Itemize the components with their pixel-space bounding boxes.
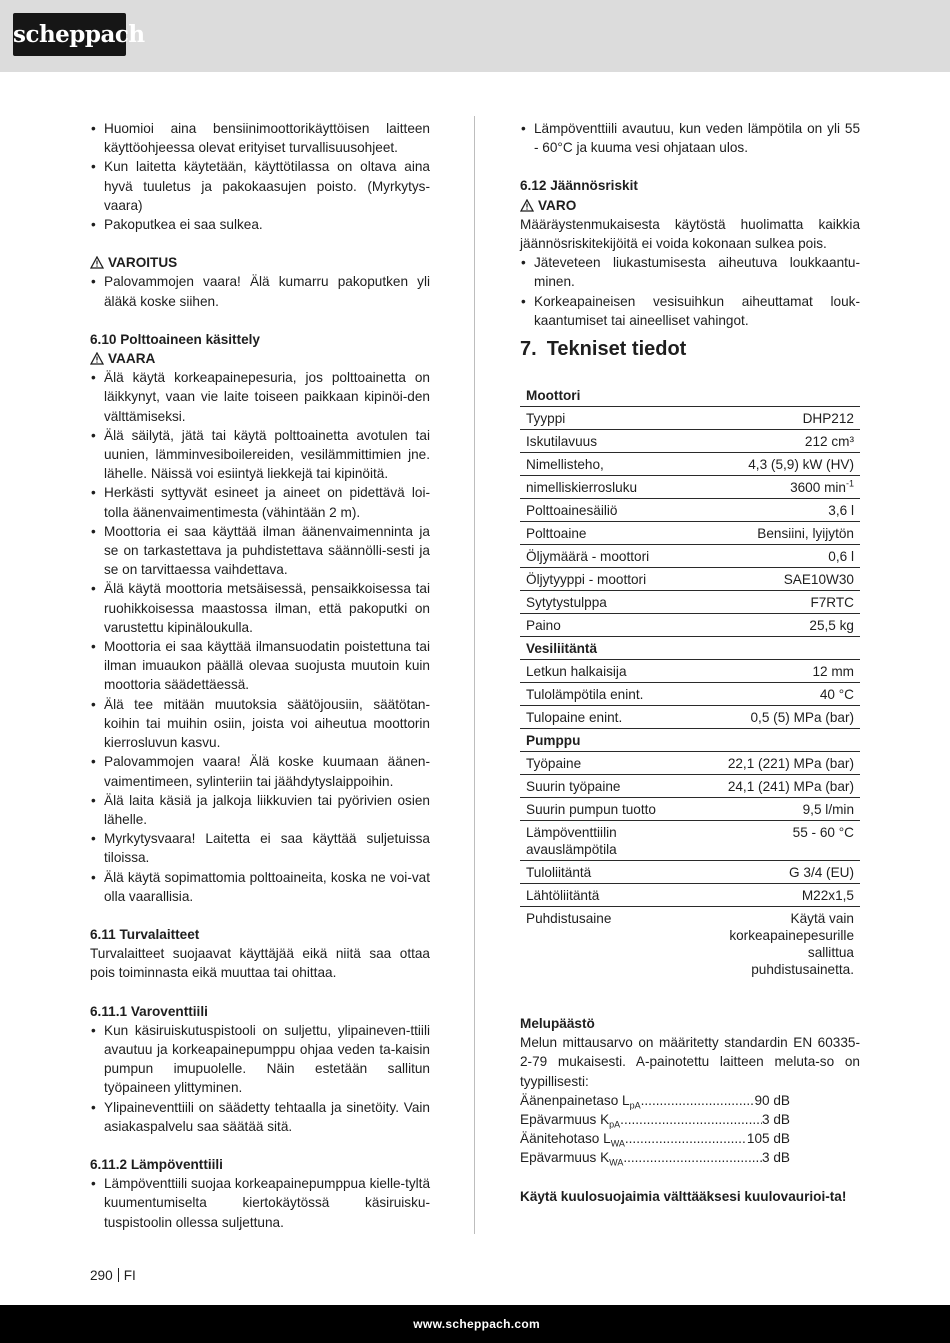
right-column (520, 119, 860, 1206)
spec-value: 0,6 l (828, 549, 854, 565)
list-item: • Ylipaineventtiili on säädetty tehtaalla ja sinetöity. Vain asiakaspalvelu saa säätää sitä. (90, 1098, 430, 1136)
spec-value: 40 °C (819, 687, 854, 703)
warning-triangle-icon (90, 352, 104, 365)
residual-risk-list (520, 253, 860, 330)
table-row (520, 775, 860, 798)
noise-title: Melupäästö (520, 1016, 595, 1032)
spec-value: 55 - 60 °C (792, 825, 854, 841)
section-text-6-11: Turvalaitteet suojaavat käyttäjää eikä niitä saa ottaa pois toiminnasta eikä muuttaa tai ohittaa. (90, 946, 430, 981)
footer-bar (0, 1305, 950, 1343)
group-label: Vesiliitäntä (526, 641, 598, 657)
list-item: • Palovammojen vaara! Älä koske kuumaan äänen-vaimentimeen, sylinteriin tai jäähdytyslaippoihin. (90, 752, 430, 790)
list-item: • Kun käsiruiskutuspistooli on suljettu, ylipaineven-ttiili avautuu ja korkeapainepumppu ohjaa veden ta-kaisin pumpun imupuolelle. Näin estetään sallitun työpaineen ylittyminen. (90, 1021, 430, 1098)
noise-text: Melun mittausarvo on määritetty standardin EN 60335-2-79 mukaisesti. A-painotettu laitteen meluta-so on tyypillisesti: (520, 1035, 860, 1089)
spec-key: Letkun halkaisija (526, 664, 627, 680)
intro-list (90, 119, 430, 234)
table-row (520, 591, 860, 614)
warning-triangle-icon (90, 256, 104, 269)
spec-value: 24,1 (241) MPa (bar) (727, 779, 854, 795)
spec-value: DHP212 (802, 411, 854, 427)
spec-key: Lämpöventtiilin avauslämpötila (526, 825, 617, 858)
list-item: • Huomioi aina bensiinimoottorikäyttöisen laitteen käyttöohjeessa olevat erityiset turvallisuusohjeet. (90, 119, 430, 157)
scheppach-logo: scheppach (13, 13, 126, 56)
spec-key: Tulopaine enint. (526, 710, 623, 726)
table-row (520, 522, 860, 545)
danger-heading (90, 349, 430, 368)
table-row (520, 453, 860, 476)
spec-key: Nimellisteho, (526, 457, 604, 473)
list-item: • Älä käytä sopimattomia polttoaineita, koska ne voi-vat olla vaarallisia. (90, 868, 430, 906)
spec-key: nimelliskierrosluku (526, 480, 638, 496)
spec-value: G 3/4 (EU) (789, 865, 854, 881)
spec-key: Iskutilavuus (526, 434, 598, 450)
spec-key: Tuloliitäntä (526, 865, 592, 881)
table-row (520, 861, 860, 884)
spec-value: 3,6 l (828, 503, 854, 519)
spec-key: Polttoainesäiliö (526, 503, 618, 519)
spec-key: Öljytyyppi - moottori (526, 572, 647, 588)
table-row (520, 706, 860, 729)
noise-row: Epävarmuus $K_{pA}$ ..... 3 dB (520, 1110, 790, 1129)
spec-value: 22,1 (221) MPa (bar) (727, 756, 854, 772)
spec-value: SAE10W30 (783, 572, 854, 588)
spec-key: Työpaine (526, 756, 582, 772)
list-item: • Myrkytysvaara! Laitetta ei saa käyttää suljetuissa tiloissa. (90, 829, 430, 867)
section-title-6-11-1: 6.11.1 Varoventtiili (90, 1003, 208, 1019)
warning-label: VAROITUS (108, 255, 178, 271)
danger-label: VAARA (108, 351, 156, 367)
spec-key: Suurin työpaine (526, 779, 621, 795)
column-divider (474, 116, 475, 1234)
header-bar (0, 0, 950, 72)
list-item: • Älä käytä korkeapainepesuria, jos polttoainetta on läikkynyt, vaan vie laite toiseen paikkaan kipinöi-den välttämiseksi. (90, 368, 430, 426)
spec-key: Tulolämpötila enint. (526, 687, 644, 703)
spec-key: Lähtöliitäntä (526, 888, 600, 904)
chapter-title-text: Tekniset tiedot (546, 338, 687, 361)
danger-list (90, 368, 430, 906)
spec-value: F7RTC (810, 595, 854, 611)
page-number (90, 1266, 136, 1285)
spec-key: Öljymäärä - moottori (526, 549, 650, 565)
table-row (520, 660, 860, 683)
list-item: • Älä käytä moottoria metsäisessä, pensaikkoisessa tai ruohikkoisessa maastossa ilman, että pakoputki on varustettu kipinäloukulla. (90, 579, 430, 637)
page-language: FI (123, 1268, 136, 1283)
table-row (520, 499, 860, 522)
list-item: • Lämpöventtiili avautuu, kun veden lämpötila on yli 55 - 60°C ja kuuma vesi ohjataan ulos. (520, 119, 860, 157)
spec-value: 4,3 (5,9) kW (HV) (748, 457, 854, 473)
thermal-valve-continued-list (520, 119, 860, 157)
warning-triangle-icon (520, 199, 534, 212)
thermal-valve-list (90, 1174, 430, 1232)
table-row (520, 821, 860, 861)
table-row (520, 907, 860, 981)
table-row (520, 752, 860, 775)
spec-value: Käytä vain korkeapainepesurille sallittua puhdistusainetta. (729, 911, 854, 978)
list-item: • Älä säilytä, jätä tai käytä polttoainetta avotulen tai uunien, lämminvesiboilereiden, vesilämmittimien jne. lähelle. Näissä voi esiintyä liekkejä tai kipinöitä. (90, 426, 430, 484)
list-item: • Moottoria ei saa käyttää ilmansuodatin poistettuna tai ilman imuaukon päällä olevaa suojusta muutoin kuin moottoria säädettäessä. (90, 637, 430, 695)
table-group-row (520, 384, 860, 407)
list-item: • Herkästi syttyvät esineet ja aineet on pidettävä loi-tolla äänenvaimentimesta (vähintään 2 m). (90, 483, 430, 521)
spec-value: 25,5 kg (809, 618, 854, 634)
spec-key: Sytytystulppa (526, 595, 607, 611)
spec-key: Suurin pumpun tuotto (526, 802, 656, 818)
spec-value: 9,5 l/min (802, 802, 854, 818)
spec-value: Bensiini, lyijytön (757, 526, 854, 542)
warning-list (90, 272, 430, 310)
table-group-row (520, 729, 860, 752)
list-item: • Älä laita käsiä ja jalkoja liikkuvien tai pyörivien osien lähelle. (90, 791, 430, 829)
technical-data-table (520, 384, 860, 980)
chapter-title (520, 336, 860, 362)
spec-value: 12 mm (812, 664, 854, 680)
list-item: • Lämpöventtiili suojaa korkeapainepumppua kielle-tyltä kuumentumiselta kiertokäytössä käsiruisku-tuspistoolin ollessa suljettuna. (90, 1174, 430, 1232)
section-title-6-11-2: 6.11.2 Lämpöventtiili (90, 1156, 223, 1172)
noise-values (520, 1091, 790, 1168)
section-text-6-12: Määräystenmukaisesta käytöstä huolimatta kaikkia jäännösriskitekijöitä ei voida kokonaan sulkea pois. (520, 216, 860, 252)
spec-key: Puhdistusaine (526, 911, 612, 927)
noise-row: Äänitehotaso $L_{WA}$ ..... 105 dB (520, 1129, 790, 1148)
list-item: • Palovammojen vaara! Älä kumarru pakoputken yli äläkä koske siihen. (90, 272, 430, 310)
list-item: • Moottoria ei saa käyttää ilman äänenvaimenninta ja se on tarkastettava ja puhdistettava säännölli-sesti ja se on tarvittaessa vaihdettava. (90, 522, 430, 580)
relief-valve-list (90, 1021, 430, 1136)
hearing-protection-warning: Käytä kuulosuojaimia välttääksesi kuulovaurioi-ta! (520, 1188, 847, 1204)
spec-key: Paino (526, 618, 561, 634)
section-title-6-10: 6.10 Polttoaineen käsittely (90, 331, 260, 347)
page-number-separator (118, 1268, 119, 1282)
table-row (520, 545, 860, 568)
group-label: Moottori (526, 388, 581, 404)
chapter-number: 7. (520, 338, 537, 361)
table-group-row (520, 637, 860, 660)
list-item: • Jäteveteen liukastumisesta aiheutuva loukkaantu-minen. (520, 253, 860, 291)
spec-key: Polttoaine (526, 526, 587, 542)
list-item: • Pakoputkea ei saa sulkea. (90, 215, 430, 234)
table-row (520, 884, 860, 907)
table-row (520, 683, 860, 706)
spec-value: M22x1,5 (801, 888, 854, 904)
list-item: • Älä tee mitään muutoksia säätöjousiin, säätötan-koihin tai muihin osiin, joista voi aiheutua moottorin kierrosluvun kasvu. (90, 695, 430, 753)
section-title-6-11: 6.11 Turvalaitteet (90, 926, 200, 942)
table-row (520, 407, 860, 430)
table-row (520, 798, 860, 821)
noise-row: Epävarmuus $K_{WA}$ ..... 3 dB (520, 1148, 790, 1167)
spec-value: 3600 $\min^{-1}$ (790, 478, 854, 496)
spec-value: 212 cm³ (804, 434, 854, 450)
list-item: • Kun laitetta käytetään, käyttötilassa on oltava aina hyvä tuuletus ja pakokaasujen poisto. (Myrkytys-vaara) (90, 157, 430, 215)
table-row (520, 476, 860, 499)
table-row (520, 614, 860, 637)
table-row (520, 568, 860, 591)
section-title-6-12: 6.12 Jäännösriskit (520, 178, 638, 194)
warning-heading (90, 253, 430, 272)
list-item: • Korkeapaineisen vesisuihkun aiheuttamat louk-kaantumiset tai aineelliset vahingot. (520, 292, 860, 330)
caution-label: VARO (538, 197, 577, 213)
spec-key: Tyyppi (526, 411, 566, 427)
spec-value: 0,5 (5) MPa (bar) (750, 710, 854, 726)
table-row (520, 430, 860, 453)
left-column (90, 119, 430, 1232)
caution-heading (520, 196, 860, 215)
website-link[interactable]: www.scheppach.com (413, 1317, 540, 1331)
group-label: Pumppu (526, 733, 581, 749)
noise-row: Äänenpainetaso $L_{pA}$ ..... 90 dB (520, 1091, 790, 1110)
page-number-value: 290 (90, 1268, 113, 1283)
